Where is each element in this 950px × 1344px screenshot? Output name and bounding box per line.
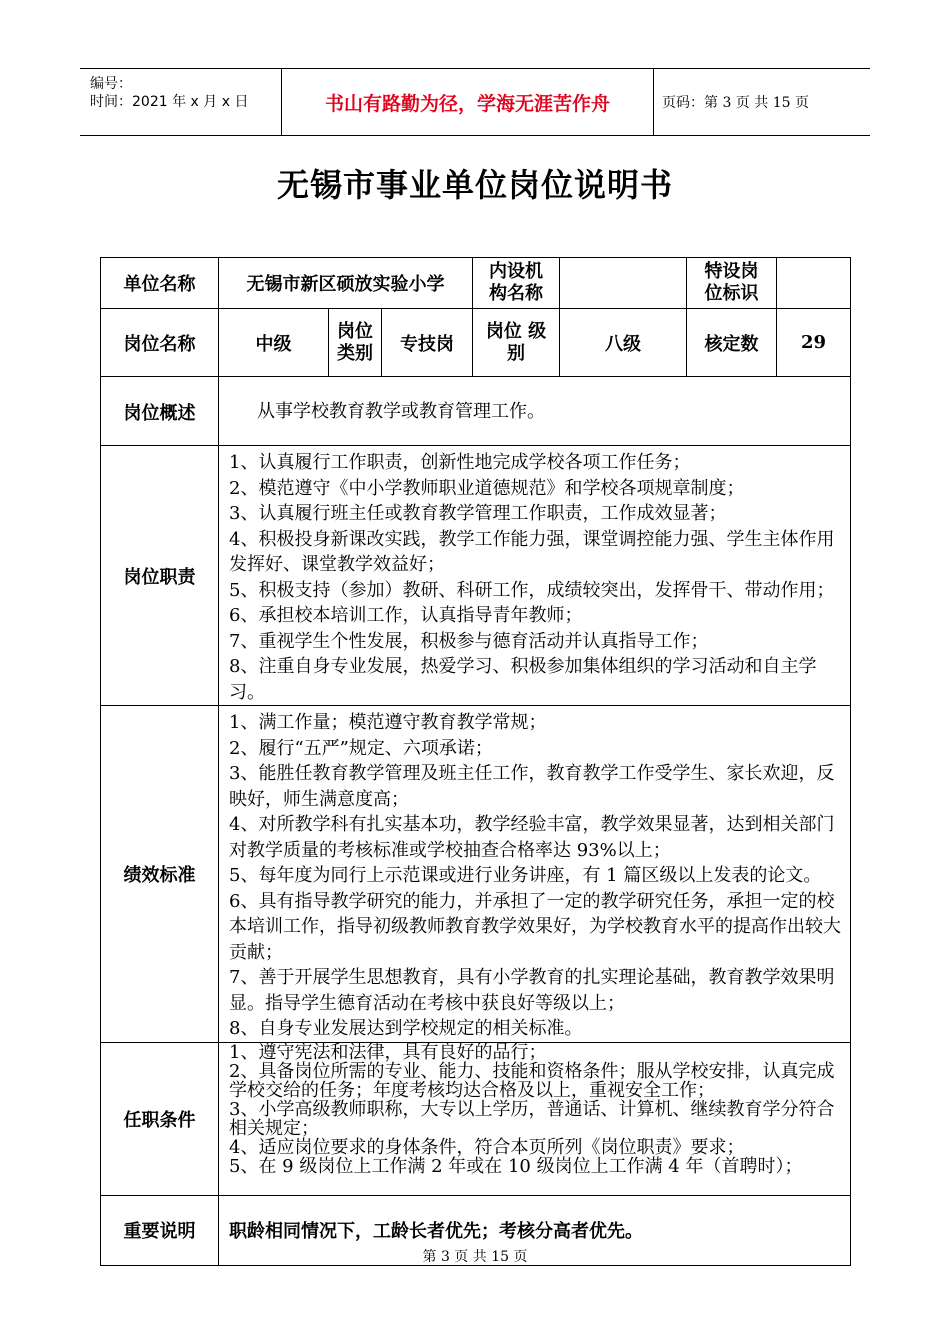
row-overview [101,377,851,446]
page-footer: 第 3 页 共 15 页 [422,1249,528,1265]
row-post [101,309,851,377]
post-level-label: 岗位 级别 [473,309,560,377]
list-item: 2、模范遵守《中小学教师职业道德规范》和学校各项规章制度； [229,477,745,499]
list-item: 8、自身专业发展达到学校规定的相关标准。 [229,1018,583,1039]
qualifications-label: 任职条件 [101,1042,219,1195]
row-performance [101,706,851,1043]
row-unit [101,258,851,309]
unit-name-label: 单位名称 [101,258,219,309]
performance-label: 绩效标准 [101,706,219,1043]
list-item: 1、认真履行工作职责，创新性地完成学校各项工作任务； [229,452,691,473]
dept-label: 内设机构名称 [473,258,560,309]
dept-value [560,258,687,309]
unit-name-value: 无锡市新区硕放实验小学 [219,258,473,309]
list-item: 4、积极投身新课改实践，教学工作能力强，课堂调控能力强、学生主体作用发挥好、课堂教学效益好； [229,528,835,575]
performance-list [219,706,851,1043]
doc-number-label: 编号： [90,76,132,92]
special-post-label: 特设岗位标识 [687,258,777,309]
post-level-value: 八级 [560,309,687,377]
post-type-value: 专技岗 [382,309,473,377]
job-description-table [100,257,851,1266]
list-item: 3、能胜任教育教学管理及班主任工作，教育教学工作受学生、家长欢迎，反映好，师生满意度高； [229,763,835,810]
duties-list [219,446,851,706]
post-name-value: 中级 [219,309,329,377]
important-text: 职龄相同情况下，工龄长者优先；考核分高者优先。 [219,1195,851,1265]
overview-text: 从事学校教育教学或教育管理工作。 [219,377,851,446]
list-item: 5、在 9 级岗位上工作满 2 年或在 10 级岗位上工作满 4 年（首聘时）； [229,1155,803,1177]
qualifications-list [219,1042,851,1195]
list-item: 6、承担校本培训工作，认真指导青年教师； [229,605,583,626]
row-qualifications [101,1042,851,1195]
list-item: 6、具有指导教学研究的能力，并承担了一定的教学研究任务，承担一定的校本培训工作，指导初级教师教育教学效果好，为学校教育水平的提高作出较大贡献； [229,890,841,963]
header-meta [80,69,282,135]
list-item: 3、小学高级教师职称，大专以上学历，普通话、计算机、继续教育学分符合相关规定； [229,1098,835,1139]
list-item: 2、履行“五严”规定、六项承诺； [229,737,493,759]
duties-label: 岗位职责 [101,446,219,706]
list-item: 7、重视学生个性发展，积极参与德育活动并认真指导工作； [229,630,709,652]
overview-label: 岗位概述 [101,377,219,446]
list-item: 8、注重自身专业发展，热爱学习、积极参加集体组织的学习活动和自主学习。 [229,656,817,703]
special-post-value [777,258,851,309]
list-item: 5、积极支持（参加）教研、科研工作，成绩较突出，发挥骨干、带动作用； [229,579,835,601]
list-item: 4、适应岗位要求的身体条件，符合本页所列《岗位职责》要求； [229,1136,745,1158]
document-title: 无锡市事业单位岗位说明书 [276,166,673,204]
header-motto: 书山有路勤为径，学海无涯苦作舟 [282,69,654,135]
quota-value: 29 [777,309,851,377]
list-item: 1、遵守宪法和法律，具有良好的品行； [229,1041,547,1063]
list-item: 2、具备岗位所需的专业、能力、技能和资格条件；服从学校安排，认真完成学校交给的任务；年度考核均达合格及以上，重视安全工作； [229,1060,835,1101]
important-label: 重要说明 [101,1195,219,1265]
quota-label: 核定数 [687,309,777,377]
doc-time-label: 时间：2021 年 x 月 x 日 [90,94,249,110]
list-item: 7、善于开展学生思想教育，具有小学教育的扎实理论基础，教育教学效果明显。指导学生德育活动在考核中获良好等级以上； [229,967,835,1014]
post-type-label: 岗位类别 [329,309,382,377]
page-header [80,68,870,136]
header-page-info: 页码：第 3 页 共 15 页 [662,95,809,111]
list-item: 1、满工作量；模范遵守教育教学常规； [229,712,547,733]
list-item: 5、每年度为同行上示范课或进行业务讲座，有 1 篇区级以上发表的论文。 [229,865,822,886]
list-item: 3、认真履行班主任或教育教学管理工作职责，工作成效显著； [229,503,727,524]
list-item: 4、对所教学科有扎实基本功，教学经验丰富，教学效果显著，达到相关部门对教学质量的考核标准或学校抽查合格率达 93%以上； [229,814,835,861]
row-duties [101,446,851,706]
post-name-label: 岗位名称 [101,309,219,377]
